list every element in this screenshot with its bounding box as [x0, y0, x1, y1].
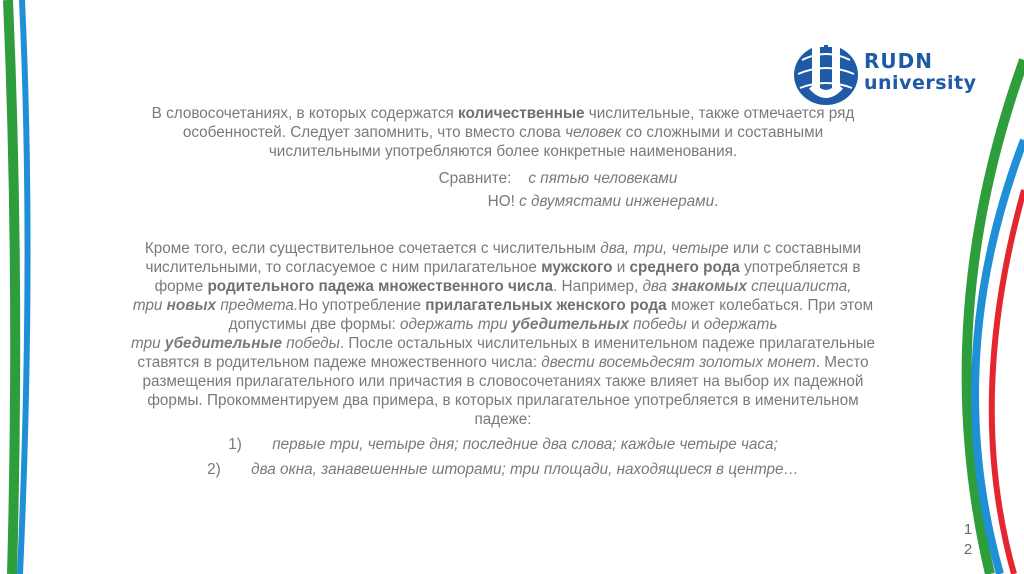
intro-paragraph: В словосочетаниях, в которых содержатся количественные числительные, также отмечается ряд особенностей. Следует запомнить, что вместо слова человек со сложными и составными числительными употребляются более конкретные наименования.	[151, 105, 855, 160]
logo-text	[864, 50, 977, 94]
logo-line-2: university	[864, 72, 977, 94]
list-item: 1) первые три, четыре дня; последние два слова; каждые четыре часа;	[228, 436, 778, 453]
list-item: 2) два окна, занавешенные шторами; три площади, находящиеся в центре…	[207, 461, 799, 478]
example-list	[38, 435, 968, 479]
slide-body	[38, 104, 968, 479]
compare-line-1: Сравните: с пятью человеками	[438, 170, 678, 187]
page-number: 1 2	[963, 521, 973, 558]
left-green-arc	[8, 0, 15, 574]
compare-line-2: НО! с двумястами инженерами.	[487, 193, 719, 210]
main-paragraph: Кроме того, если существительное сочетается с числительным два, три, четыре или с составными числительными, то согласуемое с ним прилагательное мужского и среднего рода употребляется в форме родительного падежа множественного числа. Например, два знакомых специалиста, три новых предмета.Но употребление прилагательных женского рода может колебаться. При этом допустимы две формы: одержать три убедительных победы и одержать три убедительные победы. После остальных числительных в именительном падеже прилагательные ставятся в родительном падеже множественного числа: двести восемьдесят золотых монет. Место размещения прилагательного или причастия в словосочетаниях также влияет на выбор их падежной формы. Прокомментируем два примера, в которых прилагательное употребляется в именительном падеже:	[131, 240, 875, 428]
compare-block	[38, 169, 968, 211]
right-red-arc	[992, 190, 1024, 574]
left-blue-arc	[20, 0, 28, 574]
logo-line-1: RUDN	[864, 49, 933, 73]
